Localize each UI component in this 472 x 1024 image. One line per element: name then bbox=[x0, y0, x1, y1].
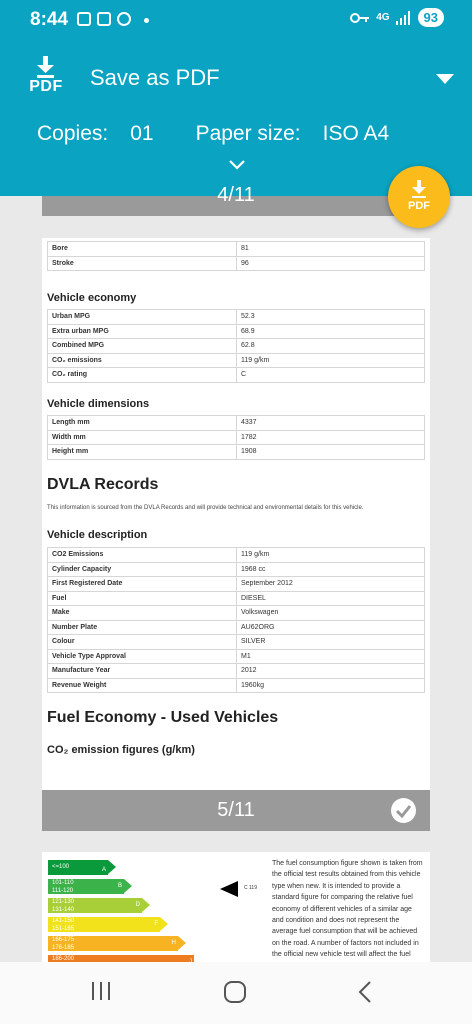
pdf-logo-text: PDF bbox=[29, 78, 63, 95]
table-row: Make Volkswagen bbox=[48, 606, 425, 621]
fuel-economy-heading: Fuel Economy - Used Vehicles bbox=[47, 709, 279, 726]
table-row: First Registered Date September 2012 bbox=[48, 577, 425, 592]
pdf-logo-icon bbox=[28, 56, 64, 100]
status-bar bbox=[0, 0, 472, 36]
table-row: Extra urban MPG 68.9 bbox=[48, 324, 425, 339]
printer-title[interactable]: Save as PDF bbox=[90, 65, 220, 90]
status-time: 8:44 bbox=[30, 9, 69, 30]
paper-size-value: ISO A4 bbox=[322, 122, 390, 145]
vehicle-description-table bbox=[47, 547, 425, 693]
back-icon[interactable] bbox=[357, 980, 373, 1004]
energy-band-d-e: 121-130 131-140 D bbox=[48, 898, 142, 913]
copies-label: Copies: bbox=[37, 122, 109, 145]
more-notifications-dot bbox=[144, 18, 149, 23]
vehicle-description-heading: Vehicle description bbox=[47, 529, 148, 541]
rating-pointer-icon bbox=[220, 881, 238, 897]
economy-table bbox=[47, 309, 425, 383]
energy-band-a: <=100 A bbox=[48, 860, 108, 875]
engine-table bbox=[47, 241, 425, 271]
dimensions-heading: Vehicle dimensions bbox=[47, 398, 150, 410]
table-row: Cylinder Capacity 1968 cc bbox=[48, 562, 425, 577]
energy-band-h-i: 166-175 176-185 H bbox=[48, 936, 178, 951]
download-icon bbox=[388, 166, 450, 200]
economy-heading: Vehicle economy bbox=[47, 292, 137, 304]
energy-band-j: 186-200 bbox=[48, 955, 194, 970]
table-row: Width mm 1782 bbox=[48, 430, 425, 445]
status-right-group bbox=[350, 8, 444, 27]
table-row: Number Plate AU62ORG bbox=[48, 620, 425, 635]
energy-band-b-c: 101-110 111-120 B bbox=[48, 879, 124, 894]
page-5-label-bar[interactable] bbox=[42, 790, 430, 831]
table-row: Fuel DIESEL bbox=[48, 591, 425, 606]
fuel-consumption-text: The fuel consumption figure shown is taken from the official test results obtained from this vehicle type when new. It is intended to provide a standard figure for comparing the relative fuel economy of different vehicles of a similar age and condition and does not represent the average fuel consumption that will be achieved on the road. A number of factors not included in the official new vehicle test will affect the fuel bbox=[272, 860, 423, 959]
recent-apps-icon[interactable] bbox=[90, 980, 112, 1002]
table-row: Bore 81 bbox=[48, 242, 425, 257]
table-row: Length mm 4337 bbox=[48, 416, 425, 431]
page-5-number: 5/11 bbox=[217, 799, 255, 821]
dvla-description: This information is sourced from the DVLA Records and will provide technical and environmental details for this vehicle. bbox=[47, 505, 364, 511]
expand-options-chevron-icon[interactable] bbox=[229, 160, 245, 170]
table-row: Manufacture Year 2012 bbox=[48, 664, 425, 679]
download-pdf-button[interactable] bbox=[388, 166, 450, 228]
table-row: Revenue Weight 1960kg bbox=[48, 678, 425, 693]
table-row: Height mm 1908 bbox=[48, 445, 425, 460]
notification-badge-icon bbox=[97, 12, 111, 26]
key-icon bbox=[350, 12, 370, 24]
signal-icon bbox=[396, 11, 412, 25]
system-nav-bar bbox=[0, 962, 472, 1024]
whatsapp-icon bbox=[117, 12, 131, 26]
table-row: Urban MPG 52.3 bbox=[48, 310, 425, 325]
battery-level: 93 bbox=[418, 8, 444, 27]
table-row: Colour SILVER bbox=[48, 635, 425, 650]
page-4-label-bar bbox=[42, 184, 430, 216]
print-options-summary[interactable] bbox=[37, 122, 389, 146]
table-row: Combined MPG 62.8 bbox=[48, 339, 425, 354]
table-row: CO₂ rating C bbox=[48, 368, 425, 383]
page-5-preview[interactable] bbox=[42, 238, 430, 790]
gallery-icon bbox=[77, 12, 91, 26]
table-row: Vehicle Type Approval M1 bbox=[48, 649, 425, 664]
table-row: Stroke 96 bbox=[48, 256, 425, 271]
emission-figures-heading: CO₂ emission figures (g/km) bbox=[47, 744, 195, 756]
dimensions-table bbox=[47, 415, 425, 460]
home-icon[interactable] bbox=[223, 980, 247, 1004]
copies-value: 01 bbox=[130, 122, 154, 145]
page-selected-check-icon[interactable] bbox=[391, 798, 416, 823]
printer-dropdown-icon[interactable] bbox=[436, 74, 454, 84]
page-6-preview[interactable] bbox=[42, 852, 430, 962]
table-row: CO₂ emissions 119 g/km bbox=[48, 353, 425, 368]
table-row: CO2 Emissions 119 g/km bbox=[48, 548, 425, 563]
dvla-heading: DVLA Records bbox=[47, 476, 159, 493]
fab-label: PDF bbox=[408, 200, 430, 212]
network-type-label: 4G bbox=[376, 11, 390, 23]
page-4-number: 4/11 bbox=[217, 184, 255, 206]
rating-pointer-label: C 119 bbox=[244, 885, 257, 891]
paper-size-label: Paper size: bbox=[195, 122, 301, 145]
energy-band-f-g: 141-150 151-165 F bbox=[48, 917, 160, 932]
